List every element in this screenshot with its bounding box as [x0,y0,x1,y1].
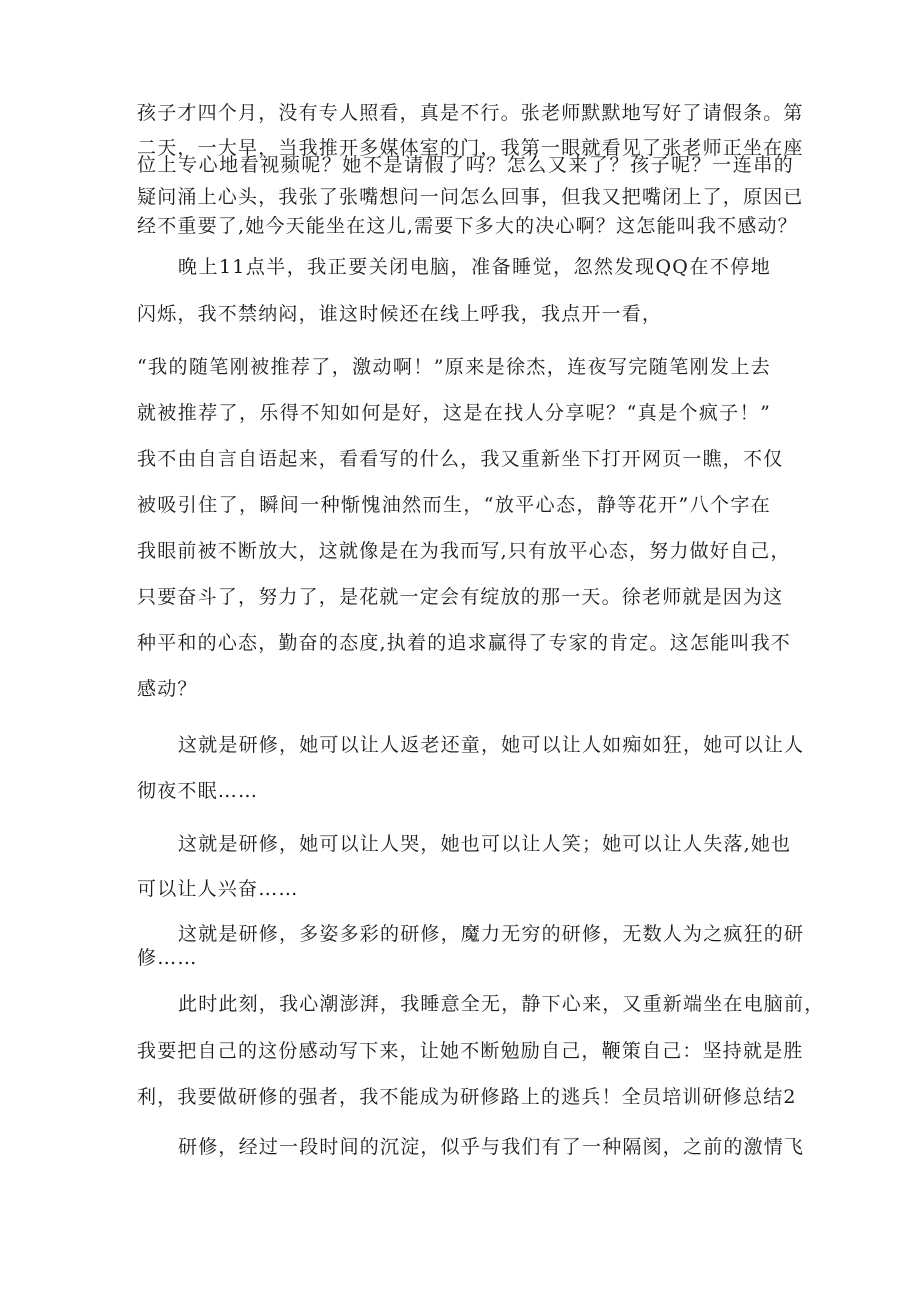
text-line: 我眼前被不断放大，这就像是在为我而写,只有放平心态，努力做好自己， [137,540,791,562]
text-line: 彻夜不眠…… [137,780,259,802]
text-line: “我的随笔刚被推荐了，激动啊！”原来是徐杰，连夜写完随笔刚发上去 [137,356,771,378]
text-line: 感动？ [137,678,198,700]
text-line: 种平和的心态，勤奋的态度,执着的追求赢得了专家的肯定。这怎能叫我不 [137,632,791,654]
text-line: 闪烁，我不禁纳闷，谁这时候还在线上呼我，我点开一看， [137,303,663,325]
text-line: 疑问涌上心头，我张了张嘴想问一问怎么回事，但我又把嘴闭上了，原因已 [137,186,804,208]
text-line: 此时此刻，我心潮澎湃，我睡意全无，静下心来，又重新端坐在电脑前， [178,993,825,1015]
text-line: 利，我要做研修的强者，我不能成为研修路上的逃兵！全员培训研修总结2 [137,1086,797,1108]
text-line: 我要把自己的这份感动写下来，让她不断勉励自己，鞭策自己：坚持就是胜 [137,1040,804,1062]
text-line: 被吸引住了，瞬间一种惭愧油然而生，“放平心态，静等花开”八个字在 [137,494,771,516]
text-line: 孩子才四个月，没有专人照看，真是不行。张老师默默地写好了请假条。第 [137,102,804,124]
text-line: 这就是研修，她可以让人哭，她也可以让人笑；她可以让人失落,她也 [178,833,792,855]
text-line: 位上专心地看视频呢？她不是请假了吗？怎么又来了？孩子呢？一连串的 [137,154,794,176]
text-line: 修…… [137,947,198,969]
text-line: 这就是研修，多姿多彩的研修，魔力无穷的研修，无数人为之疯狂的研 [178,923,805,945]
text-line: 就被推荐了，乐得不知如何是好，这是在找人分享呢？“真是个疯子！” [137,402,771,424]
text-line: 研修，经过一段时间的沉淀，似乎与我们有了一种隔阂，之前的激情飞 [178,1136,805,1158]
text-line: 经不重要了,她今天能坐在这儿,需要下多大的决心啊？这怎能叫我不感动？ [137,215,798,237]
text-line: 只要奋斗了，努力了，是花就一定会有绽放的那一天。徐老师就是因为这 [137,586,784,608]
text-line: 二天，一大早，当我推开多媒体室的门，我第一眼就看见了张老师正坐在座 [137,137,804,159]
text-line: 晚上11点半，我正要关闭电脑，准备睡觉，忽然发现QQ在不停地 [178,256,771,278]
text-line: 我不由自言自语起来，看看写的什么，我又重新坐下打开网页一瞧，不仅 [137,448,784,470]
text-line: 可以让人兴奋…… [137,878,299,900]
text-line: 这就是研修，她可以让人返老还童，她可以让人如痴如狂，她可以让人 [178,734,805,756]
